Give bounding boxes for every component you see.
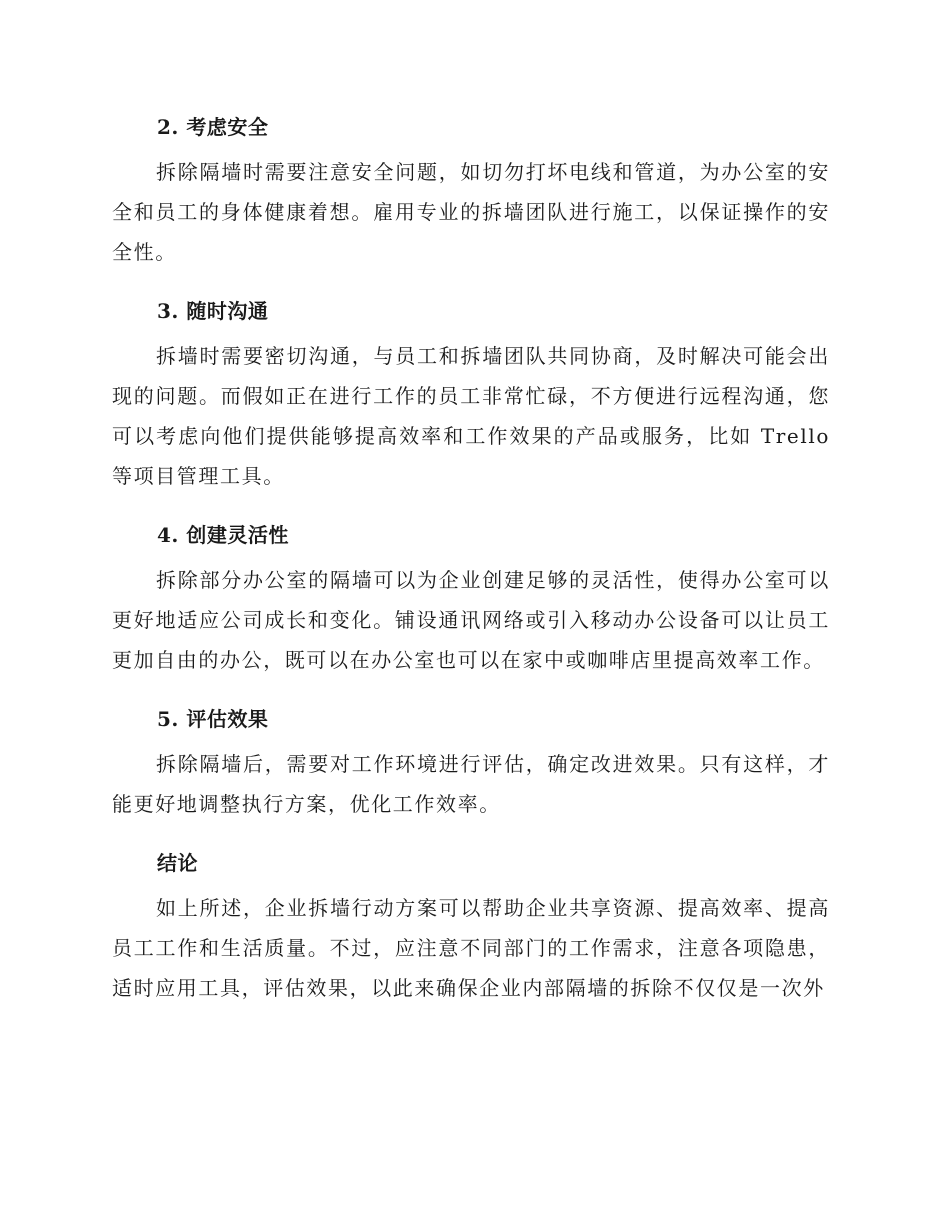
- section-heading-communication: 3. 随时沟通: [157, 299, 269, 323]
- section-heading-evaluation: 5. 评估效果: [157, 707, 269, 731]
- document-page: [112, 108, 830, 1028]
- section-paragraph-safety: 拆除隔墙时需要注意安全问题，如切勿打坏电线和管道，为办公室的安全和员工的身体健康着想。雇用专业的拆墙团队进行施工，以保证操作的安全性。: [112, 160, 830, 264]
- section-paragraph-conclusion: 如上所述，企业拆墙行动方案可以帮助企业共享资源、提高效率、提高员工工作和生活质量。不过，应注意不同部门的工作需求，注意各项隐患，适时应用工具，评估效果，以此来确保企业内部隔墙的拆除不仅仅是一次外: [112, 896, 830, 1000]
- section-heading-flexibility: 4. 创建灵活性: [157, 523, 289, 547]
- section-paragraph-evaluation: 拆除隔墙后，需要对工作环境进行评估，确定改进效果。只有这样，才能更好地调整执行方案，优化工作效率。: [112, 752, 830, 816]
- section-paragraph-flexibility: 拆除部分办公室的隔墙可以为企业创建足够的灵活性，使得办公室可以更好地适应公司成长和变化。铺设通讯网络或引入移动办公设备可以让员工更加自由的办公，既可以在办公室也可以在家中或咖啡店里提高效率工作。: [112, 568, 830, 672]
- section-heading-conclusion: 结论: [157, 851, 198, 875]
- section-paragraph-communication: 拆墙时需要密切沟通，与员工和拆墙团队共同协商，及时解决可能会出现的问题。而假如正在进行工作的员工非常忙碌，不方便进行远程沟通，您可以考虑向他们提供能够提高效率和工作效果的产品或服务，比如 Trello 等项目管理工具。: [112, 344, 830, 488]
- section-heading-safety: 2. 考虑安全: [157, 115, 269, 139]
